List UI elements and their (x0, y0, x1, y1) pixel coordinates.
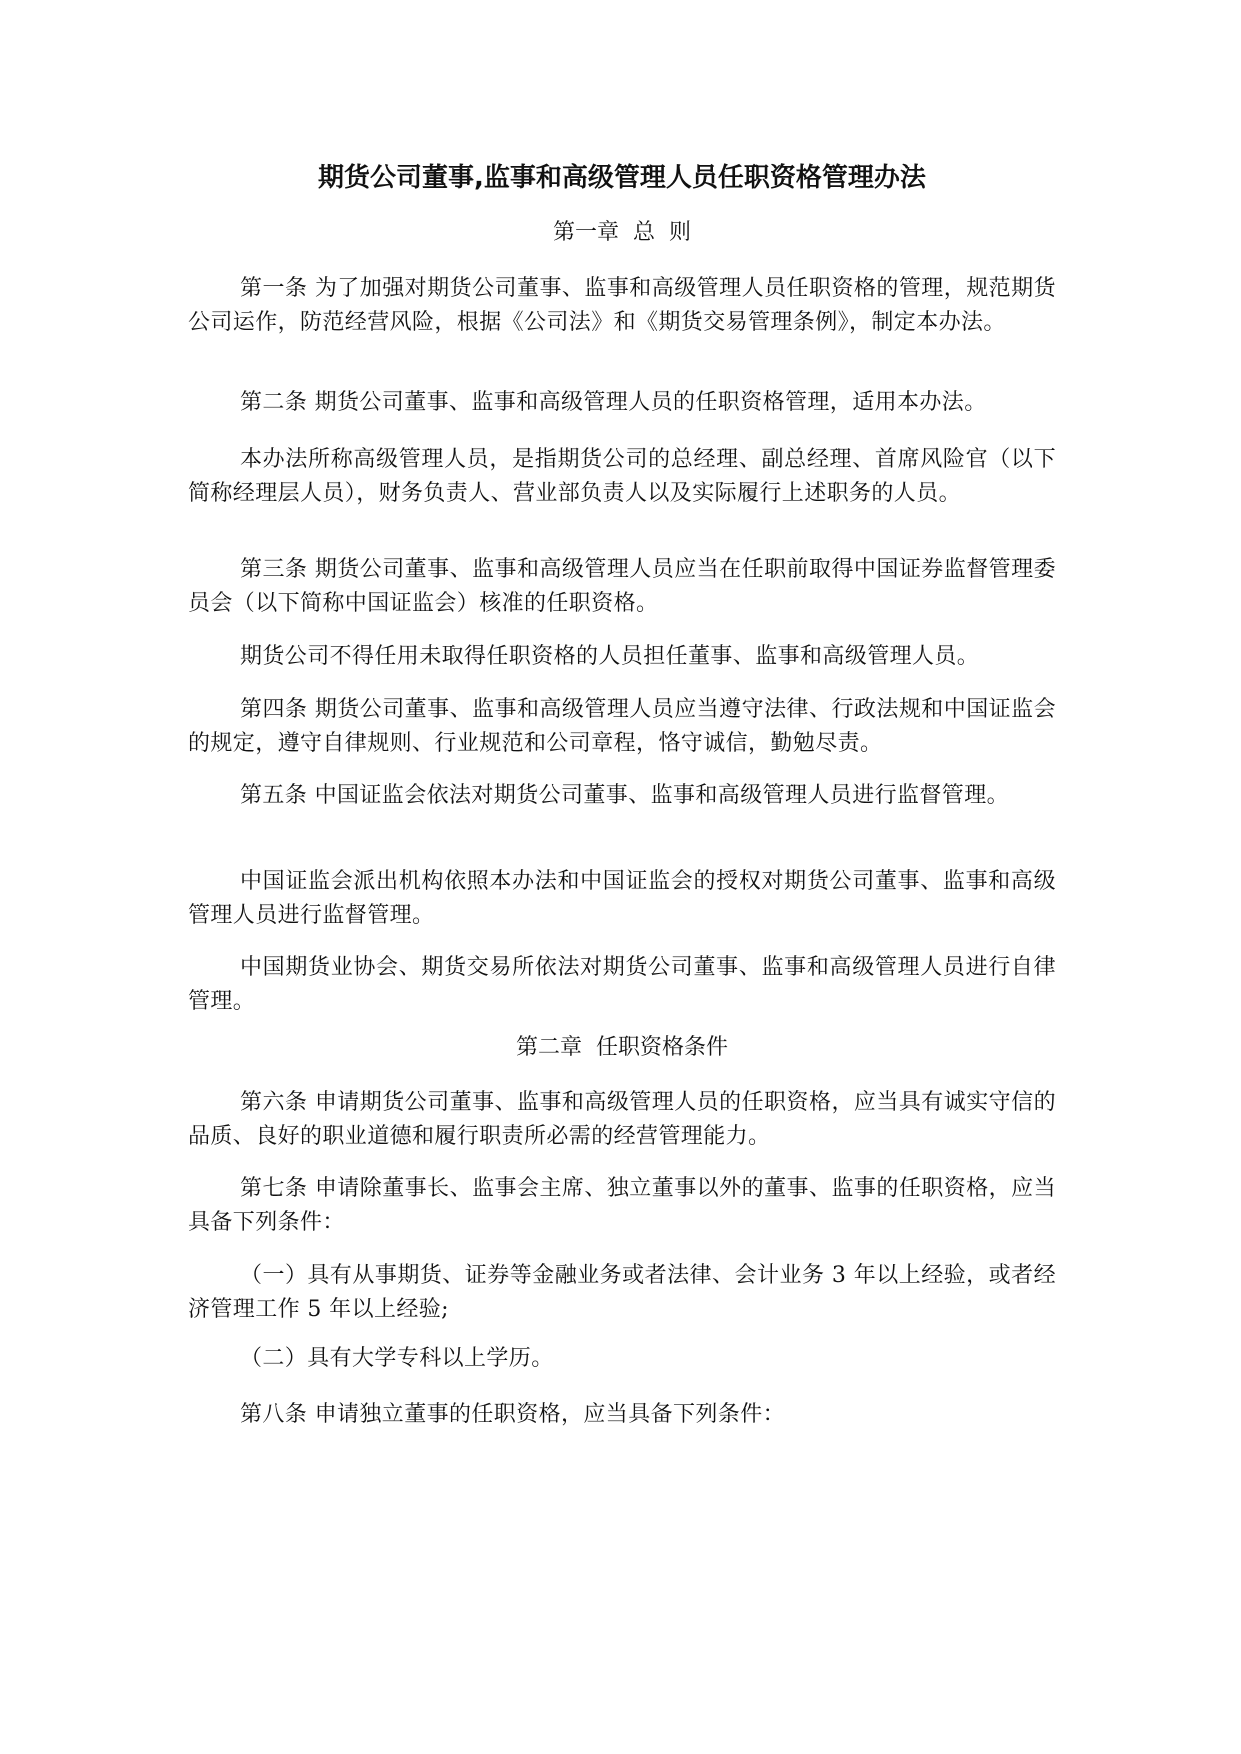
paragraph: 中国期货业协会、期货交易所依法对期货公司董事、监事和高级管理人员进行自律管理。 (188, 955, 1056, 1014)
paragraph: 第五条 中国证监会依法对期货公司董事、监事和高级管理人员进行监督管理。 (240, 783, 1009, 808)
paragraph: 第二条 期货公司董事、监事和高级管理人员的任职资格管理，适用本办法。 (240, 390, 987, 415)
paragraph: 第六条 申请期货公司董事、监事和高级管理人员的任职资格，应当具有诚实守信的品质、良好的职业道德和履行职责所必需的经营管理能力。 (188, 1090, 1056, 1149)
paragraph: 第三条 期货公司董事、监事和高级管理人员应当在任职前取得中国证券监督管理委员会（以下简称中国证监会）核准的任职资格。 (188, 557, 1056, 616)
paragraph: 第七条 申请除董事长、监事会主席、独立董事以外的董事、监事的任职资格，应当具备下列条件： (188, 1176, 1056, 1235)
paragraph: 第八条 申请独立董事的任职资格，应当具备下列条件： (240, 1402, 785, 1427)
paragraph: （二）具有大学专科以上学历。 (240, 1346, 554, 1371)
chapter-heading: 第二章 任职资格条件 (516, 1035, 728, 1060)
paragraph: 第一条 为了加强对期货公司董事、监事和高级管理人员任职资格的管理，规范期货公司运作，防范经营风险，根据《公司法》和《期货交易管理条例》，制定本办法。 (188, 276, 1056, 335)
chapter-heading: 第一章 总 则 (553, 220, 691, 245)
paragraph: 本办法所称高级管理人员，是指期货公司的总经理、副总经理、首席风险官（以下简称经理层人员），财务负责人、营业部负责人以及实际履行上述职务的人员。 (188, 447, 1056, 506)
paragraph: 期货公司不得任用未取得任职资格的人员担任董事、监事和高级管理人员。 (240, 644, 980, 669)
paragraph: 第四条 期货公司董事、监事和高级管理人员应当遵守法律、行政法规和中国证监会的规定，遵守自律规则、行业规范和公司章程，恪守诚信，勤勉尽责。 (188, 697, 1056, 756)
document-title: 期货公司董事,监事和高级管理人员任职资格管理办法 (318, 163, 926, 193)
paragraph: （一）具有从事期货、证券等金融业务或者法律、会计业务 3 年以上经验，或者经济管理工作 5 年以上经验; (188, 1263, 1056, 1322)
paragraph: 中国证监会派出机构依照本办法和中国证监会的授权对期货公司董事、监事和高级管理人员进行监督管理。 (188, 869, 1056, 928)
